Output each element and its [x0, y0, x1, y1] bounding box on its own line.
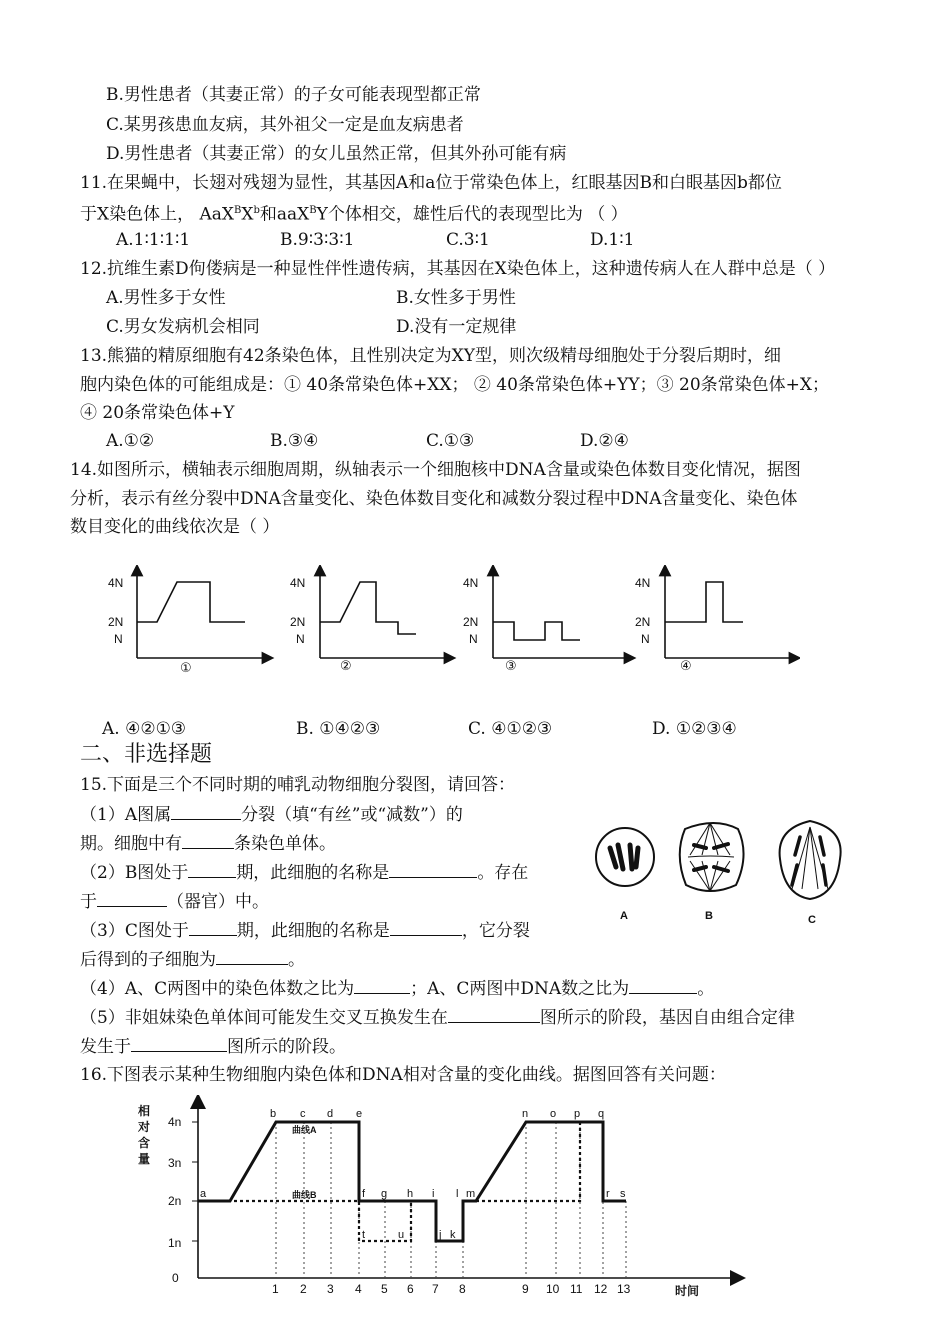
point-c: c: [300, 1108, 306, 1120]
graph-3: [493, 570, 630, 658]
q15-part1-line2: 期。细胞中有 条染色单体。: [80, 834, 336, 854]
point-u: u: [398, 1229, 405, 1241]
q11-option-a: A.1∶1∶1∶1: [116, 230, 191, 250]
point-e: e: [356, 1108, 363, 1120]
ytick-0: 0: [172, 1271, 179, 1285]
q12-option-a: A.男性多于女性: [106, 288, 226, 308]
q10-option-d: D.男性患者（其妻正常）的女儿虽然正常，但其外孙可能有病: [106, 144, 567, 164]
point-h: h: [407, 1188, 414, 1200]
q12-stem: 12.抗维生素D佝偻病是一种显性伴性遗传病，其基因在X染色体上，这种遗传病人在人群中总是（ ）: [80, 259, 836, 279]
graph-2: [320, 570, 450, 658]
ytick-2n: 2n: [168, 1194, 182, 1208]
point-g: g: [381, 1188, 388, 1200]
q15-part5-line1: （5）非姐妹染色单体间可能发生交叉互换发生在 图所示的阶段，基因自由组合定律: [80, 1008, 795, 1028]
g4-4n: 4N: [635, 576, 651, 590]
q13-option-d: D.②④: [580, 431, 629, 451]
q14-option-c: C. ④①②③: [468, 719, 553, 739]
xtick-13: 13: [617, 1282, 631, 1296]
g2-4n: 4N: [290, 576, 306, 590]
ylabel-3: 含: [138, 1136, 151, 1150]
point-o: o: [550, 1108, 557, 1120]
cell-label-a: A: [620, 910, 628, 922]
g2-n: N: [296, 632, 305, 646]
q13-option-b: B.③④: [270, 431, 319, 451]
curve-b-label: 曲线B: [292, 1190, 317, 1200]
g2-2n: 2N: [290, 615, 306, 629]
curve-a-label: 曲线A: [292, 1125, 317, 1135]
g3-2n: 2N: [463, 615, 479, 629]
q14-graphs: [100, 565, 800, 680]
g4-n: N: [641, 632, 650, 646]
q15-cell-figures: [590, 815, 855, 930]
q14-stem-line3: 数目变化的曲线依次是（ ）: [70, 517, 280, 537]
q13-stem-line1: 13.熊猫的精原细胞有42条染色体，且性别决定为XY型，则次级精母细胞处于分裂后期时，细: [80, 346, 781, 366]
xlabel: 时间: [675, 1284, 700, 1298]
ytick-3n: 3n: [168, 1156, 182, 1170]
q11-option-b: B.9∶3∶3∶1: [280, 230, 355, 250]
q11-option-d: D.1∶1: [590, 230, 635, 250]
point-p: p: [574, 1108, 581, 1120]
g1-4n: 4N: [108, 576, 124, 590]
point-b: b: [270, 1108, 277, 1120]
q13-stem-line3: ④ 20条常染色体+Y: [80, 403, 235, 423]
xtick-7: 7: [432, 1282, 439, 1296]
q15-part3-line2: 后得到的子细胞为 。: [80, 950, 305, 970]
section-title: 二、非选择题: [80, 742, 213, 767]
xtick-1: 1: [272, 1282, 279, 1296]
cell-label-b: B: [705, 910, 713, 922]
q16-stem: 16.下图表示某种生物细胞内染色体和DNA相对含量的变化曲线。据图回答有关问题：: [80, 1065, 726, 1085]
graph-label-3: ③: [505, 658, 517, 673]
graph-label-2: ②: [340, 658, 352, 673]
cell-label-c: C: [808, 914, 816, 926]
q15-part2-line1: （2）B图处于 期，此细胞的名称是 。存在: [80, 863, 529, 883]
xtick-2: 2: [300, 1282, 307, 1296]
q15-part4: （4）A、C两图中的染色体数之比为 ；A、C两图中DNA数之比为 。: [80, 979, 715, 999]
xtick-10: 10: [546, 1282, 560, 1296]
q15-part1-line1: （1）A图属 分裂（填“有丝”或“减数”）的: [80, 805, 463, 825]
q14-stem-line2: 分析，表示有丝分裂中DNA含量变化、染色体数目变化和减数分裂过程中DNA含量变化、染色体: [70, 489, 798, 509]
q16-chart: [130, 1095, 750, 1335]
graph-label-1: ①: [180, 660, 192, 675]
q14-option-a: A. ④②①③: [102, 719, 187, 739]
q15-part2-line2: 于 （器官）中。: [80, 892, 269, 912]
point-t: t: [362, 1229, 366, 1241]
q11-stem-line1: 11.在果蝇中，长翅对残翅为显性，其基因A和a位于常染色体上，红眼基因B和白眼基因b都位: [80, 173, 782, 193]
q13-option-c: C.①③: [426, 431, 475, 451]
point-j: j: [439, 1229, 442, 1241]
point-a: a: [200, 1188, 207, 1200]
graph-1: [137, 570, 268, 658]
q15-part3-line1: （3）C图处于 期，此细胞的名称是 ，它分裂: [80, 921, 530, 941]
q11-stem-line2: 于X染色体上， $AaX^BX^b$和aaX$^B$Y个体相交，雄性后代的表现型比为 （ ）: [80, 204, 628, 225]
xtick-8: 8: [459, 1282, 466, 1296]
xtick-12: 12: [594, 1282, 608, 1296]
point-r: r: [606, 1188, 610, 1200]
point-k: k: [450, 1229, 456, 1241]
xtick-11: 11: [570, 1282, 583, 1296]
g4-2n: 2N: [635, 615, 651, 629]
cell-b: [680, 823, 744, 891]
point-s: s: [620, 1188, 626, 1200]
g1-n: N: [114, 632, 123, 646]
point-i: i: [432, 1188, 435, 1200]
xtick-9: 9: [522, 1282, 529, 1296]
xtick-6: 6: [407, 1282, 414, 1296]
ylabel-4: 量: [138, 1152, 151, 1166]
point-n: n: [522, 1108, 529, 1120]
q12-option-b: B.女性多于男性: [396, 288, 516, 308]
q10-option-c: C.某男孩患血友病，其外祖父一定是血友病患者: [106, 115, 464, 135]
graph-4: [665, 570, 795, 658]
q13-option-a: A.①②: [106, 431, 155, 451]
g1-2n: 2N: [108, 615, 124, 629]
ytick-4n: 4n: [168, 1115, 182, 1129]
point-q: q: [598, 1108, 605, 1120]
g3-4n: 4N: [463, 576, 479, 590]
q14-stem-line1: 14.如图所示，横轴表示细胞周期，纵轴表示一个细胞核中DNA含量或染色体数目变化情况，据图: [70, 460, 801, 480]
q11-option-c: C.3∶1: [446, 230, 490, 250]
point-f: f: [362, 1188, 366, 1200]
chromosome-curve: [198, 1122, 626, 1241]
q15-part5-line2: 发生于 图所示的阶段。: [80, 1037, 346, 1057]
cell-a: [596, 828, 654, 886]
q14-option-b: B. ①④②③: [296, 719, 381, 739]
q14-option-d: D. ①②③④: [652, 719, 737, 739]
ylabel-2: 对: [138, 1120, 151, 1134]
point-m: m: [466, 1188, 476, 1200]
q15-stem: 15.下面是三个不同时期的哺乳动物细胞分裂图，请回答：: [80, 775, 516, 795]
q12-option-c: C.男女发病机会相同: [106, 317, 260, 337]
xtick-3: 3: [327, 1282, 334, 1296]
point-d: d: [327, 1108, 334, 1120]
xtick-4: 4: [355, 1282, 362, 1296]
g3-n: N: [469, 632, 478, 646]
point-l: l: [456, 1188, 459, 1200]
graph-label-4: ④: [680, 658, 692, 673]
ytick-1n: 1n: [168, 1236, 182, 1250]
q13-stem-line2: 胞内染色体的可能组成是：① 40条常染色体+XX； ② 40条常染色体+YY；③ 20条常染色体+X；: [80, 375, 829, 395]
q10-option-b: B.男性患者（其妻正常）的子女可能表现型都正常: [106, 85, 481, 105]
ylabel-1: 相: [138, 1104, 151, 1118]
q12-option-d: D.没有一定规律: [396, 317, 517, 337]
cell-c: [780, 821, 841, 899]
xtick-5: 5: [381, 1282, 388, 1296]
